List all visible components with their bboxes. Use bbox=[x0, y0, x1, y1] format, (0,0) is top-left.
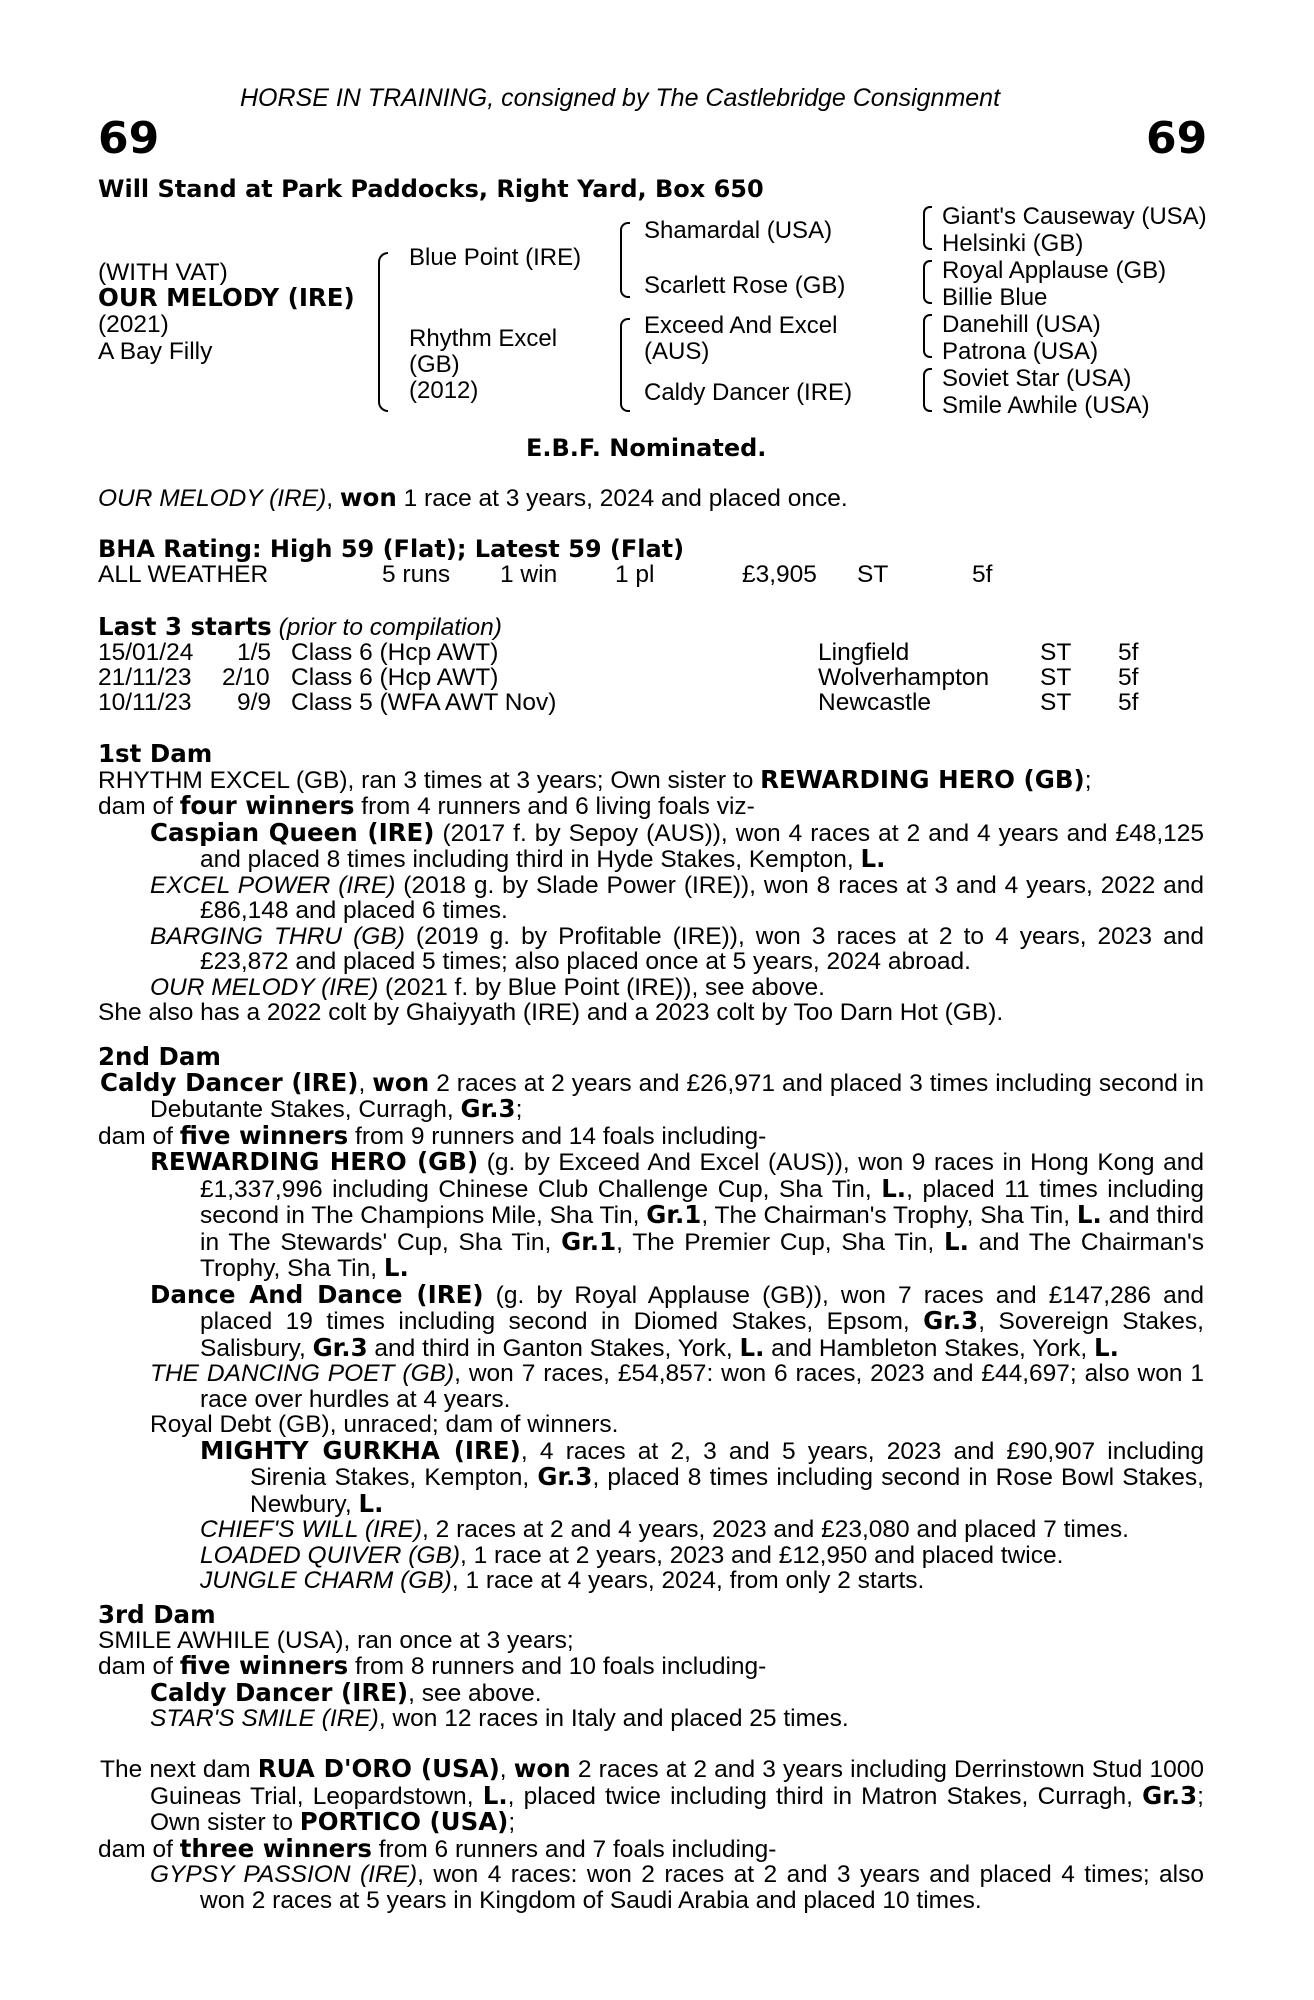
pedigree-g4-7: Soviet Star (USA) bbox=[942, 365, 1132, 392]
second-dam-line: Caldy Dancer (IRE), won 2 races at 2 years and £26,971 and placed 3 times including second in Debutante Stakes, Curragh, Gr.3; bbox=[100, 1067, 1204, 1123]
start-going: ST bbox=[1040, 664, 1072, 691]
consignor-line: HORSE IN TRAINING, consigned by The Castlebridge Consignment bbox=[240, 84, 1001, 112]
pedigree-g4-5: Danehill (USA) bbox=[942, 311, 1101, 338]
start-position: 2/10 bbox=[222, 664, 270, 691]
grand-progeny: LOADED QUIVER (GB), 1 race at 2 years, 2023 and £12,950 and placed twice. bbox=[200, 1541, 1064, 1569]
last-starts-heading: Last 3 starts bbox=[98, 612, 272, 641]
first-dam-line: RHYTHM EXCEL (GB), ran 3 times at 3 years; Own sister to REWARDING HERO (GB); bbox=[98, 764, 1092, 794]
start-distance: 5f bbox=[1118, 639, 1139, 666]
second-dam-section bbox=[98, 1044, 1204, 1594]
start-going: ST bbox=[1040, 639, 1072, 666]
second-dam-progeny: THE DANCING POET (GB), won 7 races, £54,857: won 6 races, 2023 and £44,697; also won 1 race over hurdles at 4 years. bbox=[150, 1360, 1204, 1413]
pedigree-sire-dam: Scarlett Rose (GB) bbox=[644, 272, 846, 299]
start-date: 15/01/24 bbox=[98, 639, 194, 666]
start-course: Lingfield bbox=[818, 639, 910, 666]
pedigree-g4-1: Giant's Causeway (USA) bbox=[942, 203, 1207, 230]
pedigree-sire: Blue Point (IRE) bbox=[409, 244, 582, 271]
first-dam-other-produce: She also has a 2022 colt by Ghaiyyath (IRE) and a 2023 colt by Too Darn Hot (GB). bbox=[98, 999, 1004, 1026]
start-date: 21/11/23 bbox=[98, 664, 192, 691]
third-dam-progeny: Caldy Dancer (IRE), see above. bbox=[150, 1677, 542, 1707]
horse-name: OUR MELODY (IRE) bbox=[98, 283, 355, 312]
third-dam-line: SMILE AWHILE (USA), ran once at 3 years; bbox=[98, 1626, 574, 1654]
pedigree-brace-g3-4 bbox=[923, 368, 932, 412]
pedigree-dam-sire-line2: (AUS) bbox=[644, 338, 710, 365]
start-race: Class 6 (Hcp AWT) bbox=[291, 639, 499, 666]
start-distance: 5f bbox=[1118, 664, 1139, 691]
third-dam-progeny: STAR'S SMILE (IRE), won 12 races in Italy and placed 25 times. bbox=[150, 1705, 849, 1732]
horse-year: (2021) bbox=[98, 311, 169, 338]
first-dam-progeny: Caspian Queen (IRE) (2017 f. by Sepoy (AUS)), won 4 races at 2 and 4 years and £48,125 and placed 8 times including third in Hyde Stakes, Kempton, L. bbox=[150, 817, 1205, 873]
summary-text: 1 race at 3 years, 2024 and placed once. bbox=[396, 485, 848, 512]
rating-runs: 5 runs bbox=[382, 561, 451, 588]
race-summary: OUR MELODY (IRE), won 1 race at 3 years, 2024 and placed once. bbox=[98, 483, 848, 512]
pedigree-brace-gen1 bbox=[378, 252, 388, 412]
grand-progeny: MIGHTY GURKHA (IRE), 4 races at 2, 3 and 5 years, 2023 and £90,907 including Sirenia Stakes, Kempton, Gr.3, placed 8 times including second in Rose Bowl Stakes, Newbury, L. bbox=[200, 1435, 1204, 1518]
lot-number-left: 69 bbox=[98, 113, 160, 164]
rating-earnings: £3,905 bbox=[742, 561, 817, 588]
next-dam-section bbox=[98, 1756, 1204, 1913]
third-dam-heading: 3rd Dam bbox=[98, 1600, 216, 1629]
pedigree-g4-2: Helsinki (GB) bbox=[942, 230, 1084, 257]
pedigree-dam-dam: Caldy Dancer (IRE) bbox=[644, 379, 853, 406]
pedigree-brace-g3-3 bbox=[923, 314, 932, 358]
first-dam-produce-line: dam of four winners from 4 runners and 6 living foals viz- bbox=[98, 791, 755, 820]
last-starts-note: (prior to compilation) bbox=[278, 614, 502, 641]
second-dam-progeny: REWARDING HERO (GB) (g. by Exceed And Excel (AUS)), won 9 races in Hong Kong and £1,337,996 including Chinese Club Challenge Cup, Sha Tin, L., placed 11 times including second in The Champions Mile, Sha Tin, Gr.1, The Chairman's Trophy, Sha Tin, L. and third in The Stewards' Cup, Sha Tin, Gr.1, The Premier Cup, Sha Tin, L. and The Chairman's Trophy, Sha Tin, L. bbox=[150, 1147, 1205, 1282]
pedigree-dam-sire-line1: Exceed And Excel bbox=[644, 312, 838, 339]
pedigree-g4-4: Billie Blue bbox=[942, 284, 1048, 311]
stand-info: Will Stand at Park Paddocks, Right Yard, Box 650 bbox=[98, 175, 764, 203]
pedigree-dam-line3: (2012) bbox=[409, 377, 479, 404]
pedigree-g4-3: Royal Applause (GB) bbox=[942, 257, 1167, 284]
summary-won: won bbox=[339, 483, 397, 512]
first-dam-heading: 1st Dam bbox=[98, 739, 213, 768]
pedigree-sire-sire: Shamardal (USA) bbox=[644, 217, 833, 244]
grand-progeny: CHIEF'S WILL (IRE), 2 races at 2 and 4 years, 2023 and £23,080 and placed 7 times. bbox=[200, 1516, 1129, 1543]
horse-description: A Bay Filly bbox=[98, 338, 213, 365]
next-dam-line: The next dam RUA D'ORO (USA), won 2 races at 2 and 3 years including Derrinstown Stud 1000 Guineas Trial, Leopardstown, L., placed twice including third in Matron Stakes, Curragh, Gr.3; Own sister to PORTICO (USA); bbox=[100, 1754, 1205, 1836]
pedigree-g4-6: Patrona (USA) bbox=[942, 338, 1099, 365]
bha-rating: BHA Rating: High 59 (Flat); Latest 59 (Flat) bbox=[98, 535, 685, 563]
rating-going: ST bbox=[857, 561, 889, 588]
pedigree-dam-line2: (GB) bbox=[409, 351, 460, 378]
start-distance: 5f bbox=[1118, 689, 1139, 716]
lot-number-right: 69 bbox=[1146, 113, 1208, 164]
pedigree-brace-g3-2 bbox=[923, 260, 932, 304]
rating-surface: ALL WEATHER bbox=[98, 561, 269, 588]
last-starts-title bbox=[98, 614, 502, 641]
second-dam-progeny: Dance And Dance (IRE) (g. by Royal Applause (GB)), won 7 races and £147,286 and placed 19 times including second in Diomed Stakes, Epsom, Gr.3, Sovereign Stakes, Salisbury, Gr.3 and third in Ganton Stakes, York, L. and Hambleton Stakes, York, L. bbox=[150, 1279, 1204, 1362]
third-dam-produce-line: dam of five winners from 8 runners and 10 foals including- bbox=[98, 1651, 767, 1680]
ebf-nominated: E.B.F. Nominated. bbox=[526, 434, 767, 462]
pedigree-dam-line1: Rhythm Excel bbox=[409, 325, 558, 352]
start-course: Newcastle bbox=[818, 689, 932, 716]
start-race: Class 5 (WFA AWT Nov) bbox=[291, 689, 557, 716]
third-dam-section bbox=[98, 1602, 1204, 1732]
first-dam-progeny: EXCEL POWER (IRE) (2018 g. by Slade Power (IRE)), won 8 races at 3 and 4 years, 2022 and £86,148 and placed 6 times. bbox=[150, 871, 1205, 924]
start-going: ST bbox=[1040, 689, 1072, 716]
second-dam-produce-line: dam of five winners from 9 runners and 14 foals including- bbox=[98, 1120, 767, 1150]
start-course: Wolverhampton bbox=[818, 664, 990, 691]
first-dam-section bbox=[98, 741, 1204, 1026]
pedigree-brace-g3-1 bbox=[923, 206, 932, 250]
pedigree-g4-8: Smile Awhile (USA) bbox=[942, 392, 1150, 419]
start-date: 10/11/23 bbox=[98, 689, 192, 716]
first-dam-progeny: BARGING THRU (GB) (2019 g. by Profitable (IRE)), won 3 races at 2 to 4 years, 2023 and £23,872 and placed 5 times; also placed once at 5 years, 2024 abroad. bbox=[150, 922, 1204, 975]
summary-horse-name: OUR MELODY (IRE) bbox=[98, 485, 327, 512]
rating-distance: 5f bbox=[972, 561, 993, 588]
next-dam-produce-line: dam of three winners from 6 runners and 7 foals including- bbox=[98, 1833, 777, 1863]
start-race: Class 6 (Hcp AWT) bbox=[291, 664, 499, 691]
grand-progeny: JUNGLE CHARM (GB), 1 race at 4 years, 2024, from only 2 starts. bbox=[200, 1567, 925, 1594]
start-position: 9/9 bbox=[237, 689, 272, 716]
second-dam-heading: 2nd Dam bbox=[98, 1042, 221, 1071]
first-dam-progeny: OUR MELODY (IRE) (2021 f. by Blue Point (IRE)), see above. bbox=[150, 973, 825, 1001]
next-dam-progeny: GYPSY PASSION (IRE), won 4 races: won 2 races at 2 and 3 years and placed 4 times; also won 2 races at 5 years in Kingdom of Saudi Arabia and placed 10 times. bbox=[150, 1861, 1204, 1914]
pedigree-brace-dam bbox=[620, 318, 630, 412]
rating-placed: 1 pl bbox=[615, 561, 655, 588]
start-position: 1/5 bbox=[237, 639, 272, 666]
pedigree-brace-sire bbox=[620, 222, 630, 298]
rating-wins: 1 win bbox=[500, 561, 558, 588]
vat-status: (WITH VAT) bbox=[98, 259, 228, 286]
second-dam-progeny: Royal Debt (GB), unraced; dam of winners. bbox=[150, 1411, 619, 1438]
